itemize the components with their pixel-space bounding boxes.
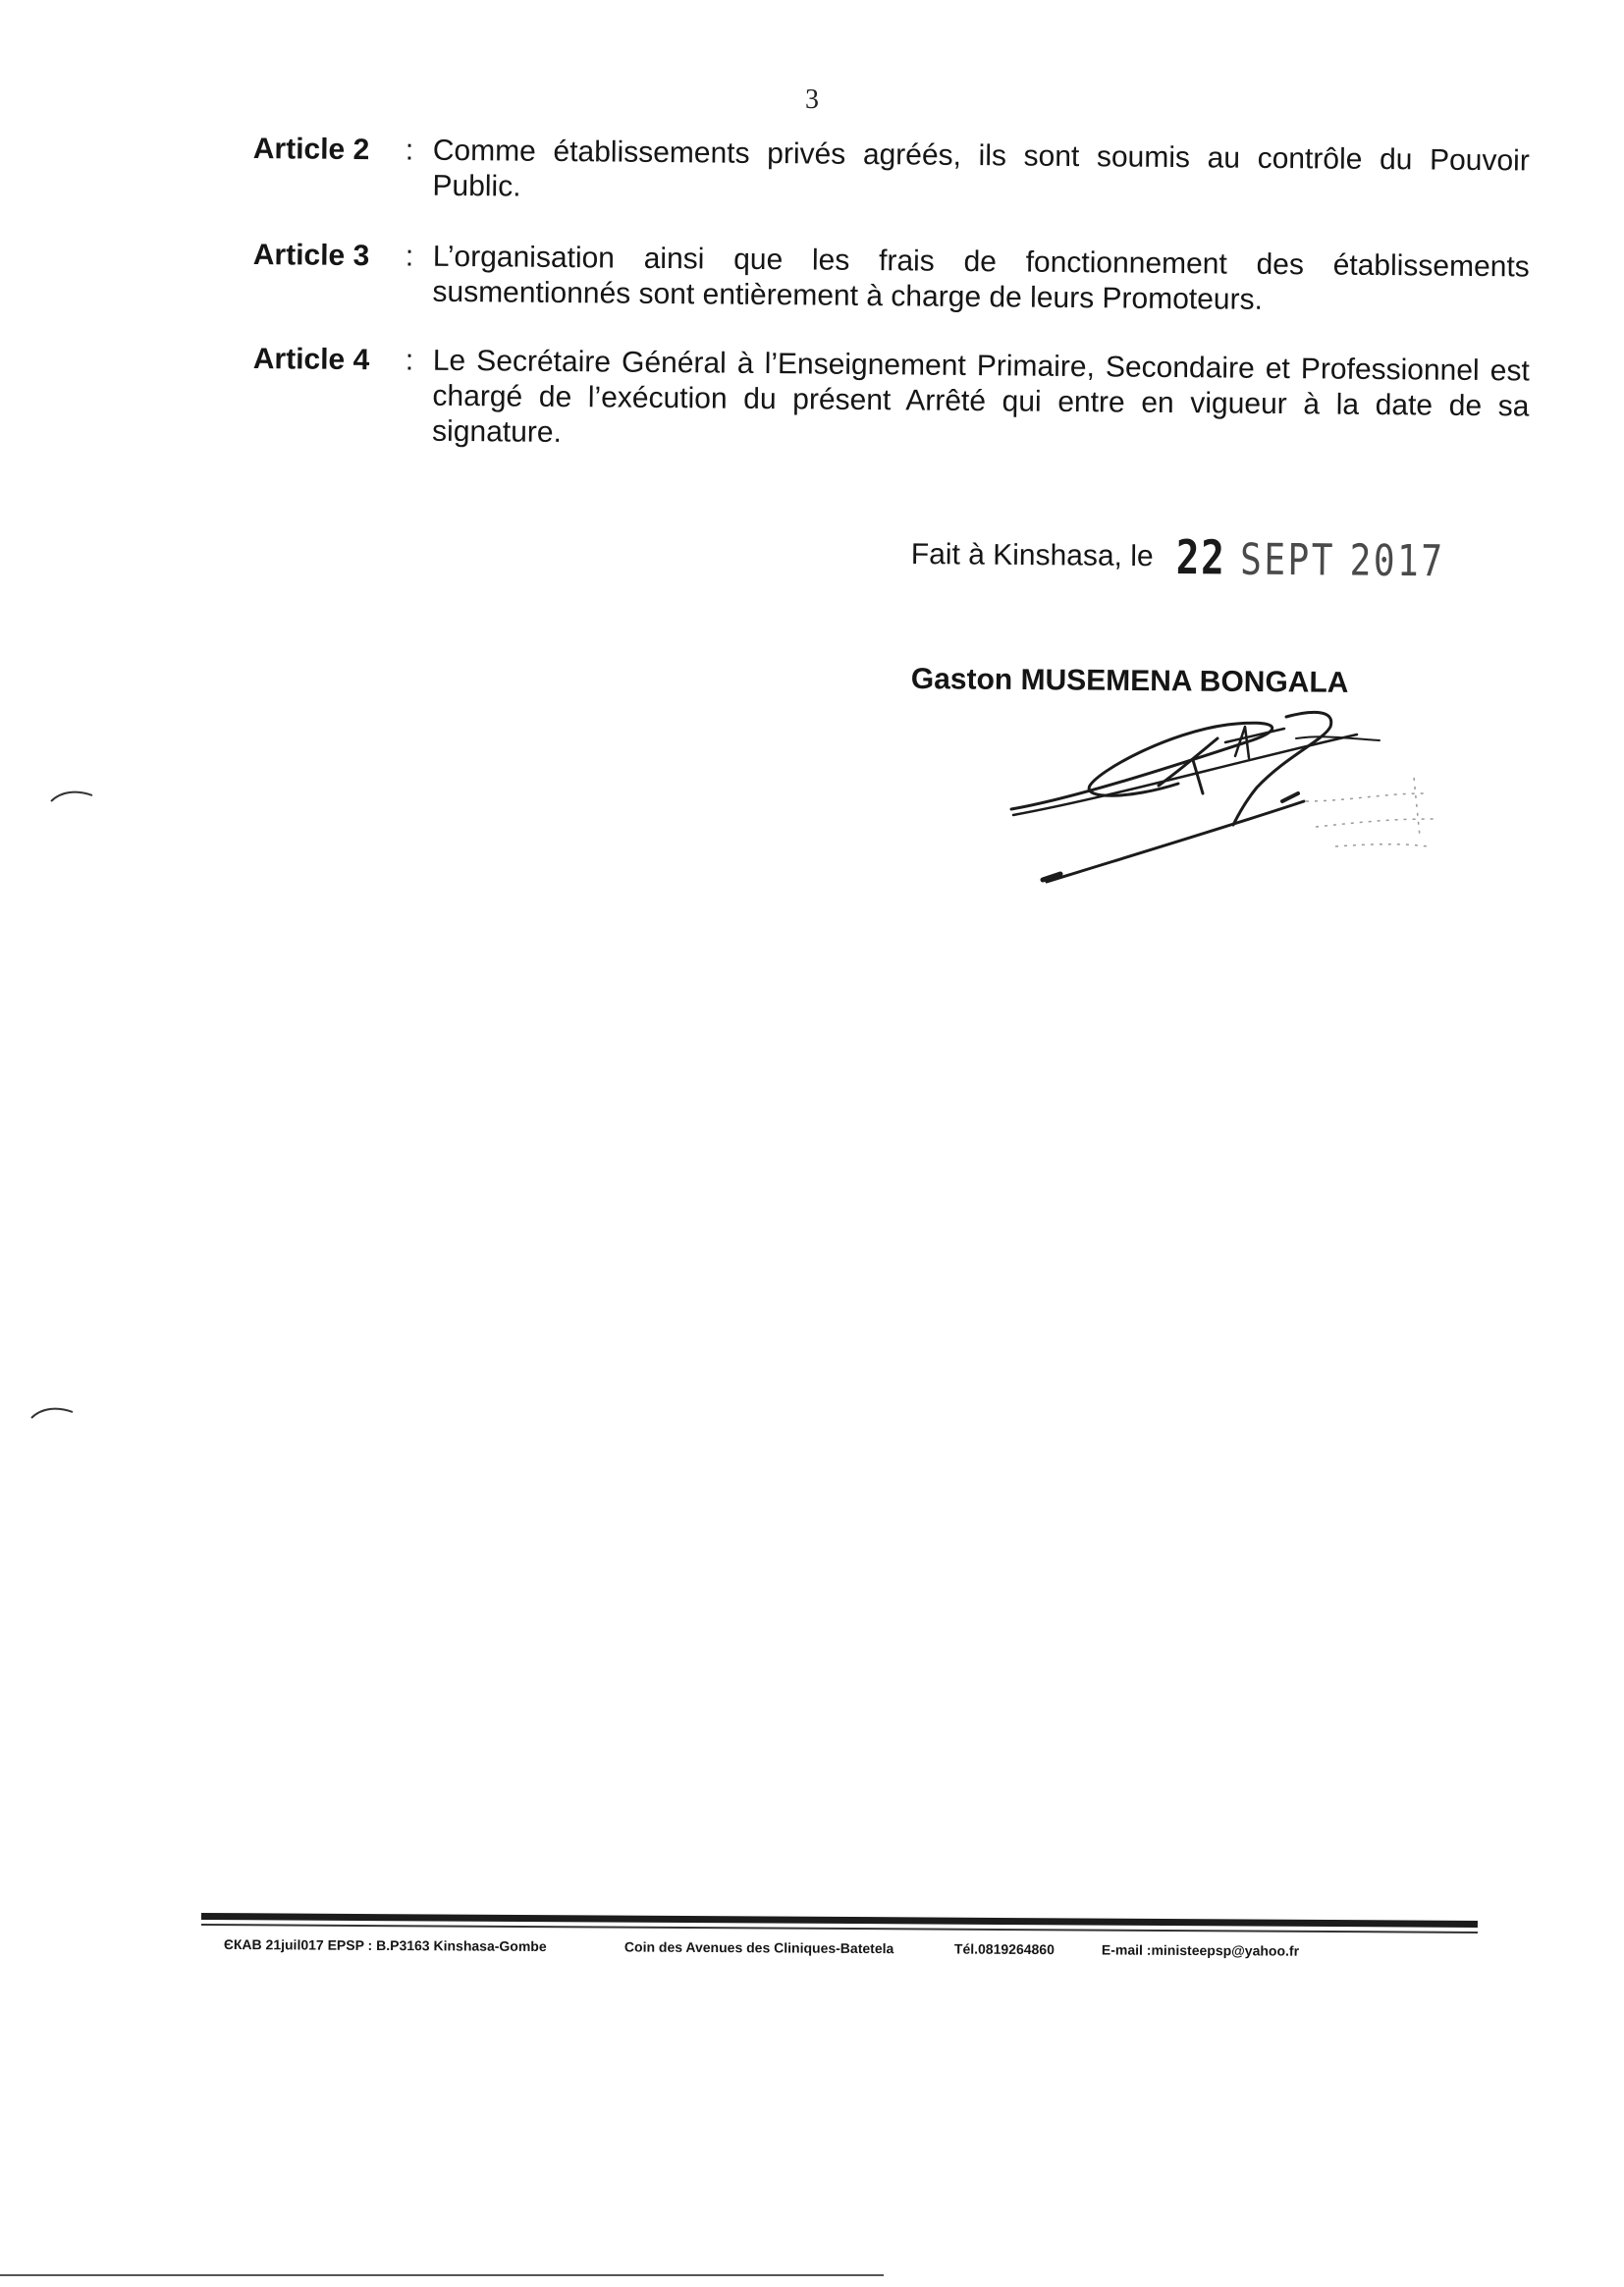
footer-phone: Tél.0819264860 xyxy=(953,1940,1055,1958)
article-separator: : xyxy=(405,134,414,167)
punch-mark-icon xyxy=(47,786,96,805)
article-4 xyxy=(252,342,1530,450)
article-separator: : xyxy=(405,240,414,273)
article-text: Le Secrétaire Général à l’Enseignement Primaire, Secondaire et Professionnel est chargé de l’exécution du présent Arrêté qui entre en vigueur à la date de sa signature. xyxy=(431,344,1530,450)
place-date-line: Fait à Kinshasa, le xyxy=(910,538,1154,573)
page-number: 3 xyxy=(805,84,819,115)
article-3 xyxy=(252,238,1530,316)
scan-edge-line xyxy=(0,2274,884,2276)
footer-email: E-mail :ministeepsp@yahoo.fr xyxy=(1101,1941,1300,1959)
footer-reference: ЄКАВ 21juil017 EPSP : B.P3163 Kinshasa-Gombe xyxy=(223,1936,547,1955)
footer-address: Coin des Avenues des Cliniques-Batetela xyxy=(623,1938,894,1957)
date-stamp-day: 22 xyxy=(1175,530,1226,586)
date-stamp-month: SEPT xyxy=(1239,534,1336,586)
article-text: L’organisation ainsi que les frais de fonctionnement des établissements susmentionnés sont entièrement à charge de leurs Promoteurs. xyxy=(432,240,1530,316)
signatory-name: Gaston MUSEMENA BONGALA xyxy=(910,663,1349,699)
punch-mark-icon xyxy=(27,1402,77,1422)
article-text: Comme établissements privés agréés, ils sont soumis au contrôle du Pouvoir Public. xyxy=(432,134,1530,203)
article-separator: : xyxy=(405,344,414,377)
article-label: Article 4 xyxy=(252,342,370,377)
article-label: Article 3 xyxy=(252,238,370,273)
handwritten-signature-icon xyxy=(992,699,1463,896)
footer xyxy=(223,1936,1343,1959)
article-2 xyxy=(252,132,1530,203)
date-stamp-year: 2017 xyxy=(1349,535,1445,587)
article-label: Article 2 xyxy=(252,132,370,167)
date-stamp xyxy=(1176,530,1445,587)
